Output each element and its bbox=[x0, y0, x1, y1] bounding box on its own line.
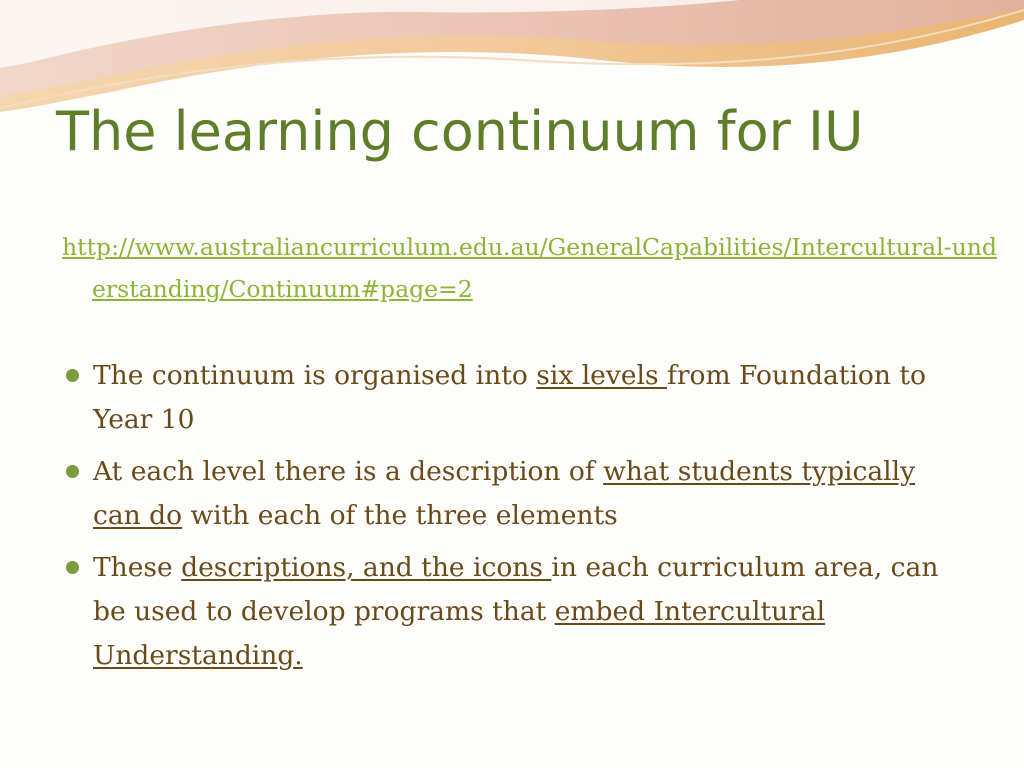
curriculum-link-paragraph bbox=[62, 226, 997, 310]
bullet-text: These bbox=[93, 552, 182, 583]
bullet-dot-icon bbox=[66, 369, 79, 382]
bullet-dot-icon bbox=[66, 465, 79, 478]
bullet-text: with each of the three elements bbox=[182, 500, 618, 531]
curriculum-link[interactable]: http://www.australiancurriculum.edu.au/GeneralCapabilities/Intercultural-understanding/Continuum#page=2 bbox=[62, 233, 997, 303]
list-item bbox=[62, 354, 962, 442]
page-title: The learning continuum for IU bbox=[56, 100, 864, 163]
bullet-list bbox=[62, 354, 962, 686]
emphasis-embed-iu: embed Intercultural Understanding. bbox=[93, 596, 826, 671]
bullet-text: At each level there is a description of bbox=[93, 456, 604, 487]
list-item bbox=[62, 546, 962, 678]
bullet-text: The continuum is organised into bbox=[93, 360, 537, 391]
emphasis-descriptions-and-icons: descriptions, and the icons bbox=[181, 552, 552, 583]
bullet-text: from Foundation to Year 10 bbox=[93, 360, 926, 435]
emphasis-what-students-can-do: what students typically can do bbox=[93, 456, 916, 531]
bullet-text: in each curriculum area, can be used to develop programs that bbox=[93, 552, 939, 627]
list-item bbox=[62, 450, 962, 538]
emphasis-six-levels: six levels bbox=[536, 360, 668, 391]
bullet-dot-icon bbox=[66, 561, 79, 574]
